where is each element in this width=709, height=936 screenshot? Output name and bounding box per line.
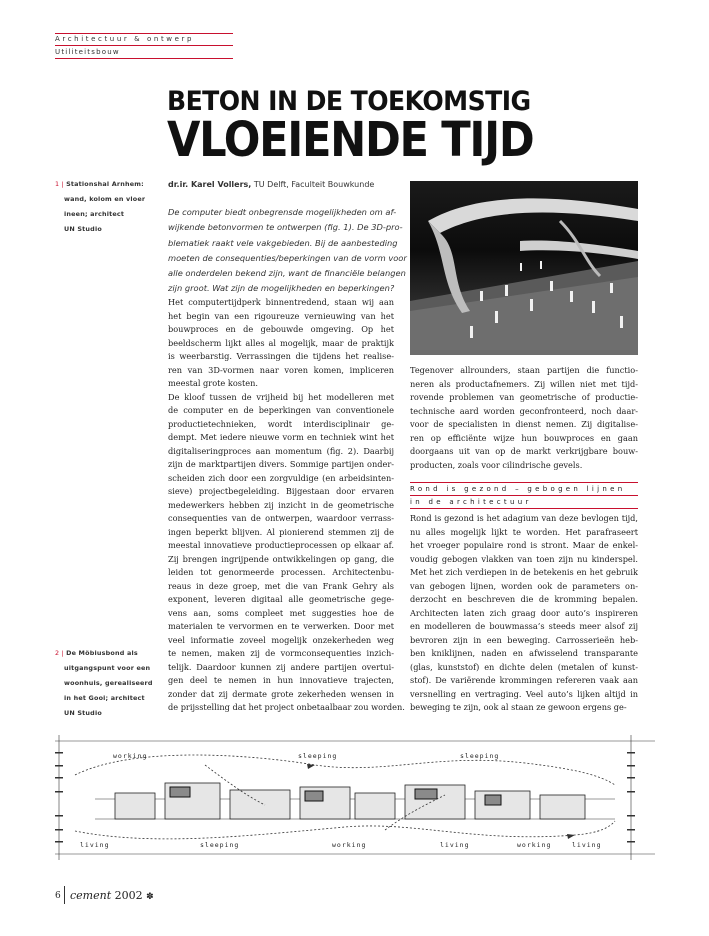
footer-divider: [64, 886, 65, 904]
diagram-label: living: [440, 841, 470, 849]
author-name: dr.ir. Karel Vollers,: [168, 180, 252, 189]
caption-line: [55, 661, 160, 676]
header-rule-middle: [55, 45, 233, 46]
author-affiliation: TU Delft, Faculteit Bouwkunde: [253, 180, 375, 189]
caption-line: [55, 222, 160, 237]
caption-line-text: UN Studio: [64, 225, 102, 233]
body-line: voudig gebogen vlakken van toen zijn nu kinderspel.: [410, 553, 638, 564]
subheading-rule-bottom: [410, 508, 638, 509]
subheading-line1: Rond is gezond – gebogen lijnen: [410, 485, 626, 493]
intro-line: De computer biedt onbegrensde mogelijkheden om af-: [168, 207, 397, 217]
body-line: doorgaans uit van op de markt verkrijgbare bouw-: [410, 446, 638, 456]
section-category: Architectuur & ontwerp: [55, 35, 195, 43]
caption-number: 1 |: [55, 180, 64, 188]
intro-line: blematiek raakt vele vakgebieden. Bij de aanbesteding: [168, 237, 398, 248]
body-line: materialen te vervormen en te verwerken. Door met: [168, 621, 394, 631]
caption-line: [55, 192, 160, 207]
body-line: technische aard worden geconfronteerd, noch daar-: [410, 405, 638, 416]
caption-line-text: Stationshal Arnhem:: [66, 180, 144, 188]
intro-line: wijkende betonvormen te ontwerpen (fig. 1). De 3D-pro-: [168, 222, 403, 233]
caption-line-text: in het Gooi; architect: [64, 694, 145, 702]
footer-magazine: [70, 889, 154, 902]
body-line: sieve) projectbegeleiding. Bijgestaan door ervaren: [168, 486, 394, 496]
body-line: dempt. Met iedere nieuwe vorm en techniek wint het: [168, 432, 394, 442]
body-column-1: [168, 296, 405, 715]
body-line: Tegenover allrounders, staan partijen die functio-: [410, 365, 638, 375]
author-line: [168, 180, 374, 189]
mobius-house-section-drawing: [55, 735, 655, 860]
caption-line-text: De Möbiusbond als: [66, 649, 138, 657]
caption-line: [55, 207, 160, 222]
caption-line: [55, 691, 160, 706]
body-line: (glas, kunststof) en dichte delen (metalen of kunst-: [410, 661, 638, 672]
body-line: reaus in deze groep, met die van Frank Gehry als: [168, 580, 394, 591]
body-line: zijn de marktpartijen divers. Sommige partijen onder-: [168, 459, 394, 469]
body-line: ben kniklijnen, naden en afwisselend transparante: [410, 648, 638, 658]
article-title-line1: BETON IN DE TOEKOMSTIG: [167, 86, 531, 117]
body-line: De kloof tussen de vrijheid bij het modelleren met: [168, 391, 394, 402]
diagram-label: sleeping: [460, 752, 500, 760]
body-line: gen deel te nemen in hun innovatieve trajecten,: [168, 675, 394, 685]
subheading-rule-top: [410, 482, 638, 483]
caption-number: 2 |: [55, 649, 64, 657]
caption-line-text: uitgangspunt voor een: [64, 664, 151, 672]
body-line: is weerbarstig. Verrassingen die tijdens het realise-: [168, 351, 394, 361]
body-column-2-bottom: [410, 512, 638, 715]
diagram-label: sleeping: [298, 752, 338, 760]
body-line: de prijsstelling dat het project onbetaalbaar zou worden.: [168, 702, 405, 712]
body-line: stof). De variërende krommingen refereren vaak aan: [410, 675, 638, 685]
body-line: producten, zoals voor cilindrische gevels.: [410, 459, 583, 470]
flower-logo-icon: ✽: [146, 892, 154, 902]
magazine-name: cement: [70, 889, 112, 902]
body-line: medewerkers hebben zij inzicht in de geometrische: [168, 499, 394, 510]
body-line: Zij brengen ingrijpende ontwikkelingen op gang, die: [168, 553, 394, 564]
body-line: bouwproces en de gebouwde omgeving. Op het: [168, 324, 394, 334]
body-line: versnelling en vertraging. Veel auto’s lijken altijd in: [410, 688, 638, 699]
page-footer: [55, 891, 61, 901]
body-line: van gebogen lijnen, worden ook de parameters on-: [410, 580, 638, 591]
caption-line: [55, 177, 160, 192]
article-title-line2: VLOEIENDE TIJD: [167, 112, 534, 168]
figure-2-caption: [55, 646, 160, 721]
diagram-label: working: [332, 841, 367, 849]
magazine-year: 2002: [114, 889, 143, 902]
header-rule-bottom: [55, 58, 233, 59]
caption-line-text: wand, kolom en vloer: [64, 195, 146, 203]
page-number: 6: [55, 891, 61, 901]
caption-line: [55, 646, 160, 661]
diagram-label: working: [517, 841, 552, 849]
body-line: rovende problemen van geometrische of productie-: [410, 392, 638, 402]
body-line: Architecten laten zich graag door auto’s inspireren: [410, 607, 638, 618]
body-line: voor de specialisten in dienst nemen. Zij digitalise-: [410, 419, 638, 429]
diagram-label: sleeping: [200, 841, 240, 849]
body-line: meestal innovatieve productieprocessen op elkaar af.: [168, 540, 394, 550]
intro-line: zijn groot. Wat zijn de mogelijkheden en beperkingen?: [168, 283, 395, 294]
body-line: veel informatie zoveel mogelijk onzekerheden weg: [168, 634, 394, 645]
body-line: ren van 3D-vormen naar voren komen, impliceren: [168, 364, 394, 375]
body-line: digitaliseringproces aan momentum (fig. 2). Daarbij: [168, 445, 394, 456]
intro-line: moeten de consequenties/beperkingen van de vorm voor: [168, 252, 407, 263]
diagram-label: working: [113, 752, 148, 760]
intro-line: alle onderdelen bekend zijn, want de financiële belangen: [168, 268, 406, 279]
caption-line-text: ineen; architect: [64, 210, 125, 218]
body-line: ingen beperkt blijven. Al pionierend stemmen zij de: [168, 526, 394, 537]
body-line: meestal grote kosten.: [168, 378, 258, 388]
figure-1-photo: [410, 181, 638, 355]
caption-line: [55, 676, 160, 691]
body-line: exponent, leveren digitaal alle geometrische gege-: [168, 594, 394, 604]
header-rule-top: [55, 33, 233, 34]
body-line: te nemen, maken zij de vormconsequenties inzich-: [168, 648, 394, 658]
figure-1-caption: [55, 177, 160, 237]
article-intro: [168, 205, 407, 297]
body-line: Het computertijdperk binnentredend, staan wij aan: [168, 297, 394, 307]
body-line: ren op efficiënte wijze hun bouwproces en gaan: [410, 432, 638, 443]
caption-line: [55, 706, 160, 721]
body-line: beeldscherm lijkt alles al mogelijk, maar de praktijk: [168, 337, 394, 348]
body-line: Met het zich verdiepen in de betekenis en het gebruik: [410, 567, 638, 577]
body-column-2-top: [410, 364, 638, 472]
body-line: zonder dat zij dermate grote zekerheden wensen in: [168, 688, 394, 699]
body-line: scheiden zich door een zorgvuldige (en arbeidsinten-: [168, 472, 394, 483]
body-line: Rond is gezond is het adagium van deze bevlogen tijd,: [410, 513, 638, 523]
body-line: leiden tot genormeerde processen. Architectenbu-: [168, 567, 394, 577]
section-subcategory: Utiliteitsbouw: [55, 48, 120, 56]
body-line: neren als productafnemers. Zij willen niet met tijd-: [410, 378, 638, 389]
body-line: vens aan, soms compleet met suggesties hoe de: [168, 607, 394, 618]
station-hall-model-illustration: [410, 181, 638, 355]
body-line: de computer en de beperkingen van conventionele: [168, 405, 394, 415]
subheading-line2: in de architectuur: [410, 498, 532, 506]
body-line: productietechnieken, wordt interdisciplinair ge-: [168, 418, 394, 429]
subheading-rule-middle: [410, 495, 638, 496]
caption-line-text: woonhuis, gerealiseerd: [64, 679, 153, 687]
body-line: het begin van een rigoureuze vernieuwing van het: [168, 310, 394, 321]
body-line: het vroeger populaire rond is stront. Maar de enkel-: [410, 540, 638, 550]
body-line: bevroren zijn in een beweging. Carrosserieën heb-: [410, 634, 638, 645]
body-line: consequenties van de ontwerpen, waardoor verrass-: [168, 513, 394, 523]
diagram-label: living: [80, 841, 110, 849]
caption-line-text: UN Studio: [64, 709, 102, 717]
body-line: en modelleren de bouwmassa’s steeds meer alsof zij: [410, 621, 638, 631]
body-line: telijk. Daardoor kunnen zij andere partijen overtui-: [168, 661, 394, 672]
body-line: nu alles mogelijk lijkt te worden. Het parafraseert: [410, 526, 638, 537]
body-line: derzocht en beschreven die de kromming bepalen.: [410, 594, 638, 604]
diagram-label: living: [572, 841, 602, 849]
figure-2-diagram: [55, 735, 655, 860]
body-line: beweging te zijn, ook al staan ze gewoon ergens ge-: [410, 702, 627, 712]
